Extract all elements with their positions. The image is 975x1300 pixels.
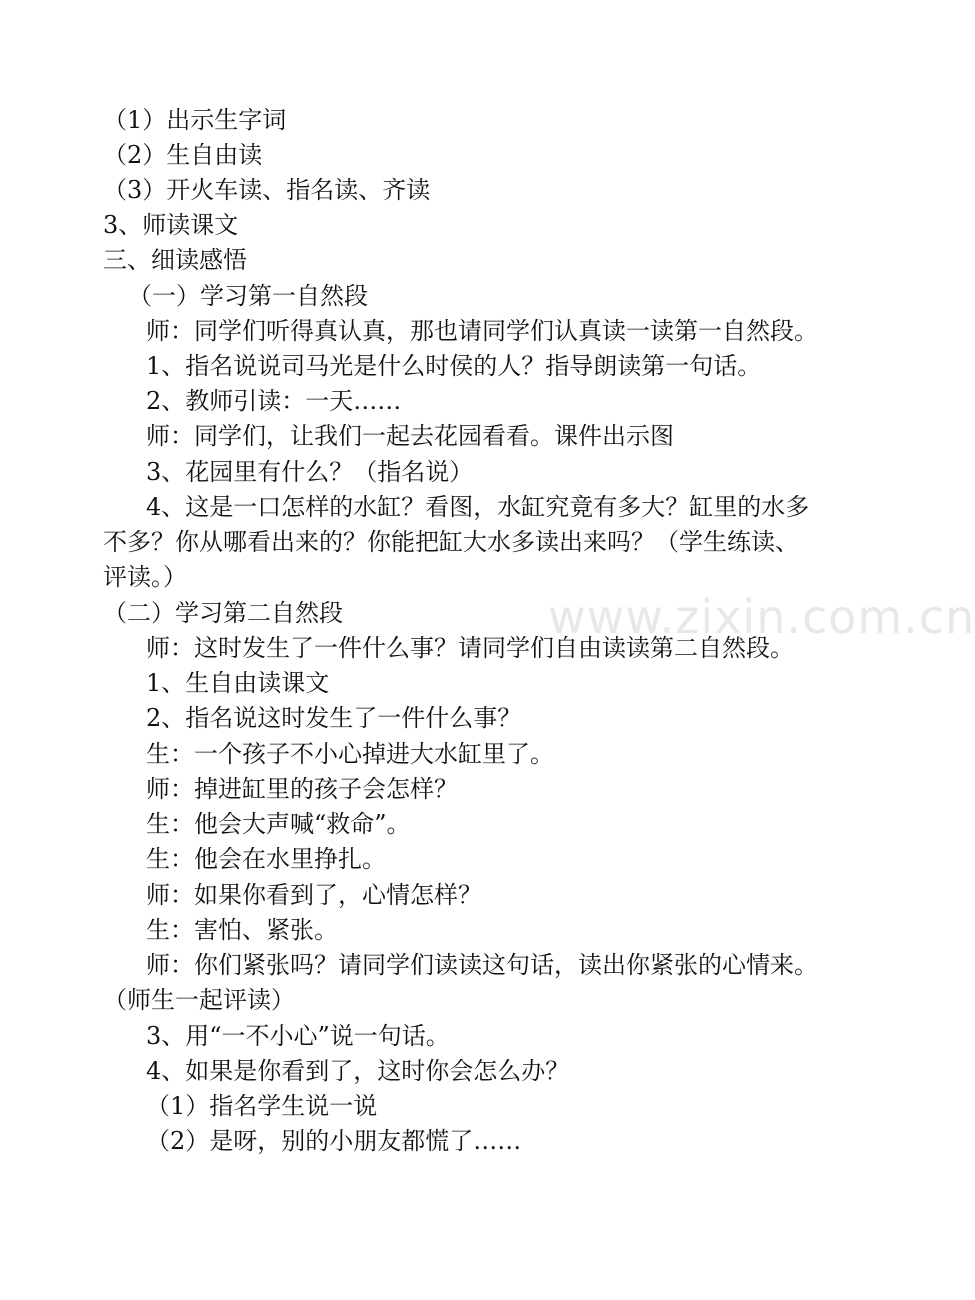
text-line-19: 生：一个孩子不小心掉进大水缸里了。 [146,740,554,768]
text-line-22: 生：他会在水里挣扎。 [146,845,386,873]
text-line-12: 4、这是一口怎样的水缸？看图，水缸究竟有多大？缸里的水多 [146,493,810,521]
text-line-27: 3、用“一不小心”说一句话。 [146,1022,450,1050]
text-line-18: 2、指名说这时发生了一件什么事？ [146,704,522,732]
text-line-28: 4、如果是你看到了，这时你会怎么办？ [146,1057,570,1085]
text-line-11: 3、花园里有什么？（指名说） [146,458,474,486]
text-line-2: （2）生自由读 [103,141,263,169]
text-line-10: 师：同学们，让我们一起去花园看看。课件出示图 [146,422,674,450]
text-line-6: （一）学习第一自然段 [128,282,368,310]
text-line-25: 师：你们紧张吗？请同学们读读这句话，读出你紧张的心情来。 [146,951,818,979]
text-line-15: （二）学习第二自然段 [103,599,343,627]
text-line-4: 3、师读课文 [103,211,239,239]
text-line-29: （1）指名学生说一说 [146,1092,378,1120]
text-line-13: 不多？你从哪看出来的？你能把缸大水多读出来吗？（学生练读、 [103,528,799,556]
text-line-26: （师生一起评读） [103,986,295,1014]
watermark: www.zixin.com.cn [548,590,975,644]
text-line-1: （1）出示生字词 [103,106,287,134]
text-line-21: 生：他会大声喊“救命”。 [146,810,411,838]
text-line-16: 师：这时发生了一件什么事？请同学们自由读读第二自然段。 [146,634,794,662]
text-line-24: 生：害怕、紧张。 [146,916,338,944]
text-line-5: 三、细读感悟 [103,246,247,274]
text-line-8: 1、指名说说司马光是什么时侯的人？指导朗读第一句话。 [146,352,762,380]
text-line-7: 师：同学们听得真认真，那也请同学们认真读一读第一自然段。 [146,317,818,345]
text-line-23: 师：如果你看到了，心情怎样？ [146,881,482,909]
text-line-17: 1、生自由读课文 [146,669,330,697]
text-line-20: 师：掉进缸里的孩子会怎样？ [146,775,458,803]
text-line-30: （2）是呀，别的小朋友都慌了…… [146,1127,522,1155]
text-line-9: 2、教师引读：一天…… [146,387,402,415]
text-line-3: （3）开火车读、指名读、齐读 [103,176,431,204]
text-line-14: 评读。） [103,563,187,591]
